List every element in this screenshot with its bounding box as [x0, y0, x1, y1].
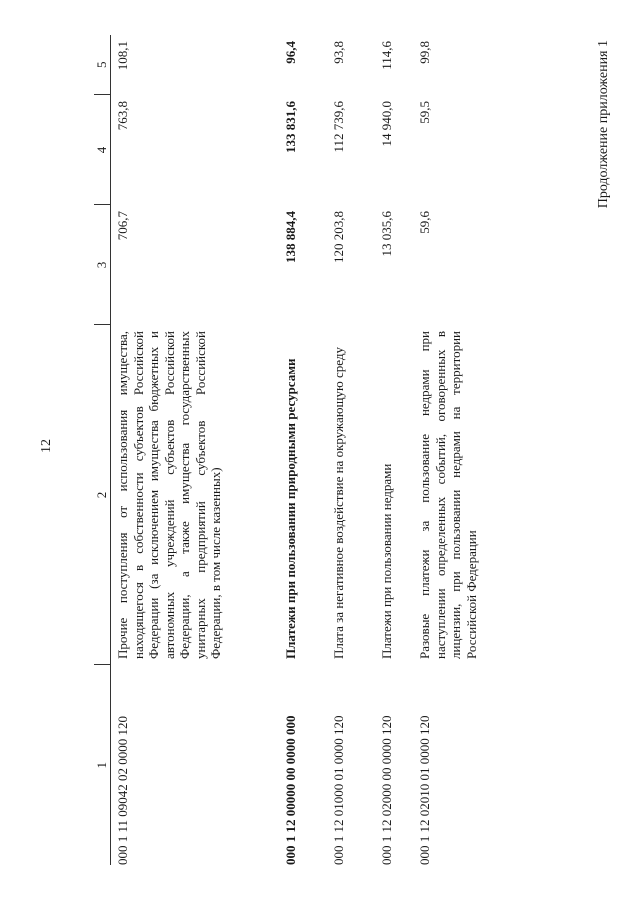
value-col3: 13 035,6: [379, 211, 394, 257]
column-header-5: 5: [94, 35, 111, 95]
value-col4: 133 831,6: [283, 101, 298, 153]
page-number: 12: [39, 439, 54, 453]
column-header-2: 2: [94, 325, 111, 665]
classification-code: 000 1 12 02010 01 0000 120: [417, 715, 432, 865]
value-col4: 14 940,0: [379, 101, 394, 147]
classification-code: 000 1 12 00000 00 0000 000: [283, 715, 298, 865]
table-row: [327, 35, 375, 865]
table-row: [111, 35, 280, 865]
income-name: Платежи при пользовании природными ресурсами: [283, 358, 298, 659]
value-col5: 99,8: [417, 41, 432, 64]
table-row: [375, 35, 413, 865]
value-col5: 108,1: [115, 41, 130, 71]
value-col3: 138 884,4: [283, 211, 298, 263]
table-row: [413, 35, 515, 865]
classification-code: 000 1 12 01000 01 0000 120: [331, 715, 346, 865]
value-col5: 96,4: [283, 41, 298, 64]
value-col4: 112 739,6: [331, 101, 346, 153]
header-row: [94, 35, 111, 865]
value-col4: 59,5: [417, 101, 432, 124]
income-name: Разовые платежи за пользование недрами при наступлении определенных событий, оговоренных в лицензии, при пользовании недрами на территории Российской Федерации: [417, 331, 479, 659]
budget-table: [94, 35, 515, 865]
column-header-1: 1: [94, 665, 111, 865]
value-col3: 59,6: [417, 211, 432, 234]
column-header-3: 3: [94, 205, 111, 325]
value-col5: 114,6: [379, 41, 394, 70]
value-col5: 93,8: [331, 41, 346, 64]
value-col4: 763,8: [115, 101, 130, 131]
column-header-4: 4: [94, 95, 111, 205]
income-name: Прочие поступления от использования имущества, находящегося в собственности субъектов Российской Федерации (за исключением имущества бюджетных и автономных учреждений субъектов Российской Федерации, а также имущества государственных унитарных предприятий субъектов Российской Федерации, в том числе казенных): [115, 331, 223, 659]
income-name: Плата за негативное воздействие на окружающую среду: [331, 347, 346, 659]
table-caption: Продолжение приложения 1: [596, 40, 611, 209]
value-col3: 706,7: [115, 211, 130, 241]
table-row: [279, 35, 327, 865]
value-col3: 120 203,8: [331, 211, 346, 263]
classification-code: 000 1 11 09042 02 0000 120: [115, 715, 130, 865]
income-name: Платежи при пользовании недрами: [379, 463, 394, 659]
classification-code: 000 1 12 02000 00 0000 120: [379, 715, 394, 865]
